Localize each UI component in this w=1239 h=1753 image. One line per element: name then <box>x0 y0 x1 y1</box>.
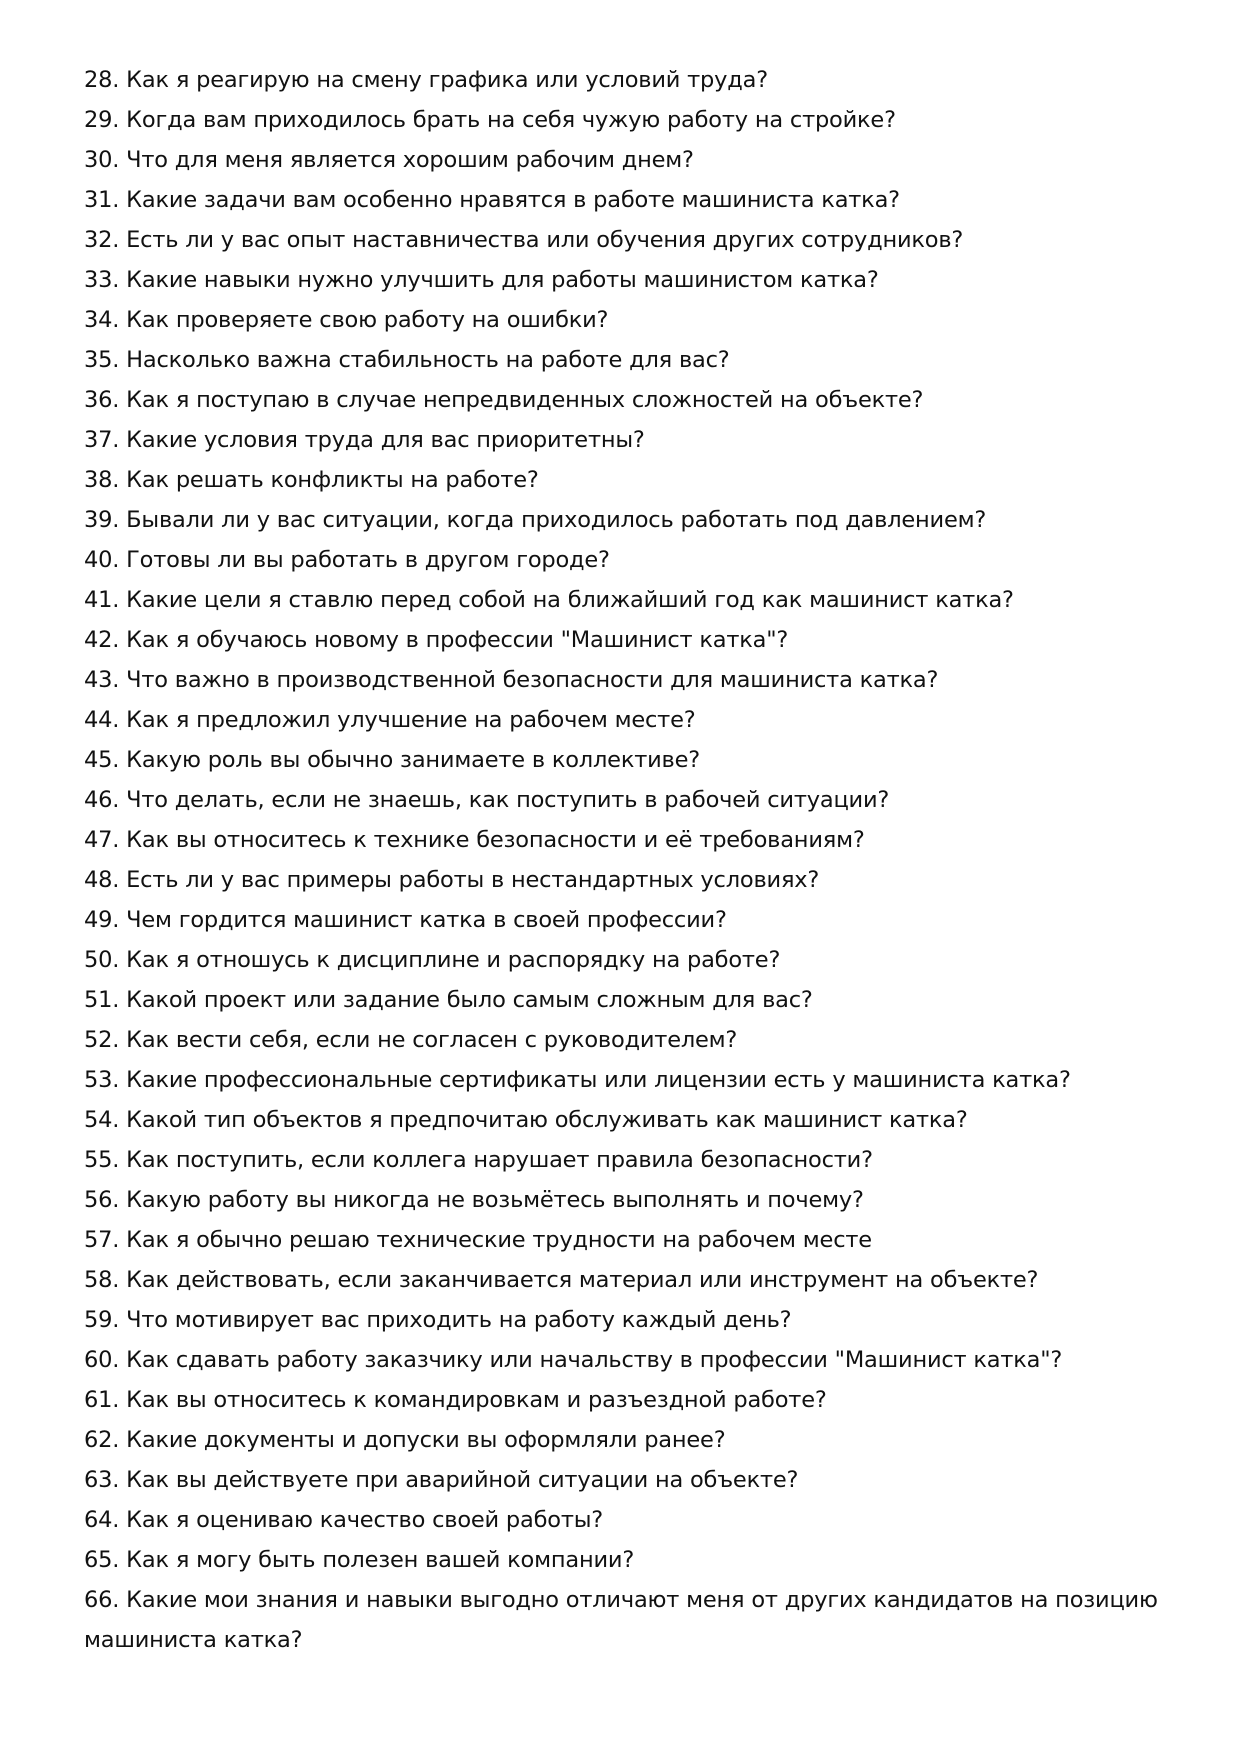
question-number: 53. <box>84 1067 120 1093</box>
question-item <box>84 580 1164 620</box>
question-text: Какую работу вы никогда не возьмётесь выполнять и почему? <box>126 1187 864 1213</box>
question-number: 30. <box>84 147 120 173</box>
question-list <box>84 60 1164 1660</box>
question-item <box>84 1300 1164 1340</box>
question-item <box>84 500 1164 540</box>
question-number: 42. <box>84 627 120 653</box>
question-number: 58. <box>84 1267 120 1293</box>
question-item <box>84 1340 1164 1380</box>
question-item <box>84 1020 1164 1060</box>
question-number: 46. <box>84 787 120 813</box>
question-item <box>84 260 1164 300</box>
question-number: 36. <box>84 387 120 413</box>
question-number: 32. <box>84 227 120 253</box>
question-item <box>84 1540 1164 1580</box>
question-item <box>84 1580 1164 1660</box>
question-text: Как вы действуете при аварийной ситуации на объекте? <box>126 1467 799 1493</box>
question-text: Что делать, если не знаешь, как поступить в рабочей ситуации? <box>126 787 890 813</box>
question-item <box>84 180 1164 220</box>
question-number: 52. <box>84 1027 120 1053</box>
question-text: Есть ли у вас опыт наставничества или обучения других сотрудников? <box>126 227 964 253</box>
question-item <box>84 740 1164 780</box>
question-text: Когда вам приходилось брать на себя чужую работу на стройке? <box>126 107 896 133</box>
question-item <box>84 1060 1164 1100</box>
question-text: Бывали ли у вас ситуации, когда приходилось работать под давлением? <box>126 507 987 533</box>
question-text: Как я обучаюсь новому в профессии "Машинист катка"? <box>126 627 789 653</box>
question-item <box>84 780 1164 820</box>
question-item <box>84 980 1164 1020</box>
question-number: 57. <box>84 1227 120 1253</box>
question-number: 66. <box>84 1587 120 1613</box>
question-item <box>84 1140 1164 1180</box>
question-text: Какие задачи вам особенно нравятся в работе машиниста катка? <box>126 187 900 213</box>
question-text: Готовы ли вы работать в другом городе? <box>126 547 610 573</box>
question-item <box>84 420 1164 460</box>
question-item <box>84 380 1164 420</box>
question-item <box>84 1180 1164 1220</box>
question-text: Как сдавать работу заказчику или начальству в профессии "Машинист катка"? <box>126 1347 1063 1373</box>
question-text: Какую роль вы обычно занимаете в коллективе? <box>126 747 700 773</box>
question-text: Как я предложил улучшение на рабочем месте? <box>126 707 696 733</box>
question-text: Что важно в производственной безопасности для машиниста катка? <box>126 667 939 693</box>
question-number: 49. <box>84 907 120 933</box>
question-number: 48. <box>84 867 120 893</box>
question-text: Чем гордится машинист катка в своей профессии? <box>126 907 727 933</box>
question-number: 55. <box>84 1147 120 1173</box>
question-item <box>84 1260 1164 1300</box>
question-item <box>84 860 1164 900</box>
question-text: Какие документы и допуски вы оформляли ранее? <box>126 1427 726 1453</box>
question-number: 43. <box>84 667 120 693</box>
document-page <box>84 60 1164 1660</box>
question-text: Что мотивирует вас приходить на работу каждый день? <box>126 1307 792 1333</box>
question-text: Как проверяете свою работу на ошибки? <box>126 307 609 333</box>
question-number: 61. <box>84 1387 120 1413</box>
question-number: 65. <box>84 1547 120 1573</box>
question-number: 60. <box>84 1347 120 1373</box>
question-text: Как я поступаю в случае непредвиденных сложностей на объекте? <box>126 387 924 413</box>
question-number: 33. <box>84 267 120 293</box>
question-number: 35. <box>84 347 120 373</box>
question-item <box>84 1100 1164 1140</box>
question-number: 45. <box>84 747 120 773</box>
question-item <box>84 1380 1164 1420</box>
question-number: 50. <box>84 947 120 973</box>
question-number: 40. <box>84 547 120 573</box>
question-text: Есть ли у вас примеры работы в нестандартных условиях? <box>126 867 820 893</box>
question-text: Насколько важна стабильность на работе для вас? <box>126 347 730 373</box>
question-text: Как вы относитесь к командировкам и разъездной работе? <box>126 1387 827 1413</box>
question-text: Какие условия труда для вас приоритетны? <box>126 427 645 453</box>
question-text: Какой проект или задание было самым сложным для вас? <box>126 987 813 1013</box>
question-text: Как я отношусь к дисциплине и распорядку на работе? <box>126 947 781 973</box>
question-number: 29. <box>84 107 120 133</box>
question-number: 51. <box>84 987 120 1013</box>
question-text: Что для меня является хорошим рабочим днем? <box>126 147 694 173</box>
question-text: Как решать конфликты на работе? <box>126 467 539 493</box>
question-text: Как действовать, если заканчивается материал или инструмент на объекте? <box>126 1267 1039 1293</box>
question-item <box>84 900 1164 940</box>
question-item <box>84 540 1164 580</box>
question-item <box>84 220 1164 260</box>
question-text: Какие цели я ставлю перед собой на ближайший год как машинист катка? <box>126 587 1014 613</box>
question-number: 62. <box>84 1427 120 1453</box>
question-number: 34. <box>84 307 120 333</box>
question-text: Как я могу быть полезен вашей компании? <box>126 1547 635 1573</box>
question-text: Какие профессиональные сертификаты или лицензии есть у машиниста катка? <box>126 1067 1071 1093</box>
question-text: Какие навыки нужно улучшить для работы машинистом катка? <box>126 267 879 293</box>
question-item <box>84 700 1164 740</box>
question-number: 28. <box>84 67 120 93</box>
question-item <box>84 620 1164 660</box>
question-number: 59. <box>84 1307 120 1333</box>
question-number: 41. <box>84 587 120 613</box>
question-text: Как я обычно решаю технические трудности на рабочем месте <box>126 1227 872 1253</box>
question-item <box>84 340 1164 380</box>
question-item <box>84 1500 1164 1540</box>
question-text: Как вести себя, если не согласен с руководителем? <box>126 1027 738 1053</box>
question-number: 47. <box>84 827 120 853</box>
question-item <box>84 820 1164 860</box>
question-number: 56. <box>84 1187 120 1213</box>
question-text: Как вы относитесь к технике безопасности и её требованиям? <box>126 827 865 853</box>
question-number: 54. <box>84 1107 120 1133</box>
question-number: 64. <box>84 1507 120 1533</box>
question-text: Какие мои знания и навыки выгодно отличают меня от других кандидатов на позицию машиниста катка? <box>84 1587 1158 1653</box>
question-text: Как я реагирую на смену графика или условий труда? <box>126 67 768 93</box>
question-item <box>84 100 1164 140</box>
question-item <box>84 1460 1164 1500</box>
question-number: 63. <box>84 1467 120 1493</box>
question-text: Какой тип объектов я предпочитаю обслуживать как машинист катка? <box>126 1107 968 1133</box>
question-item <box>84 940 1164 980</box>
question-text: Как я оцениваю качество своей работы? <box>126 1507 604 1533</box>
question-item <box>84 460 1164 500</box>
question-item <box>84 1420 1164 1460</box>
question-number: 37. <box>84 427 120 453</box>
question-item <box>84 140 1164 180</box>
question-number: 38. <box>84 467 120 493</box>
question-item <box>84 660 1164 700</box>
question-item <box>84 60 1164 100</box>
question-number: 44. <box>84 707 120 733</box>
question-text: Как поступить, если коллега нарушает правила безопасности? <box>126 1147 873 1173</box>
question-item <box>84 1220 1164 1260</box>
question-item <box>84 300 1164 340</box>
question-number: 39. <box>84 507 120 533</box>
question-number: 31. <box>84 187 120 213</box>
